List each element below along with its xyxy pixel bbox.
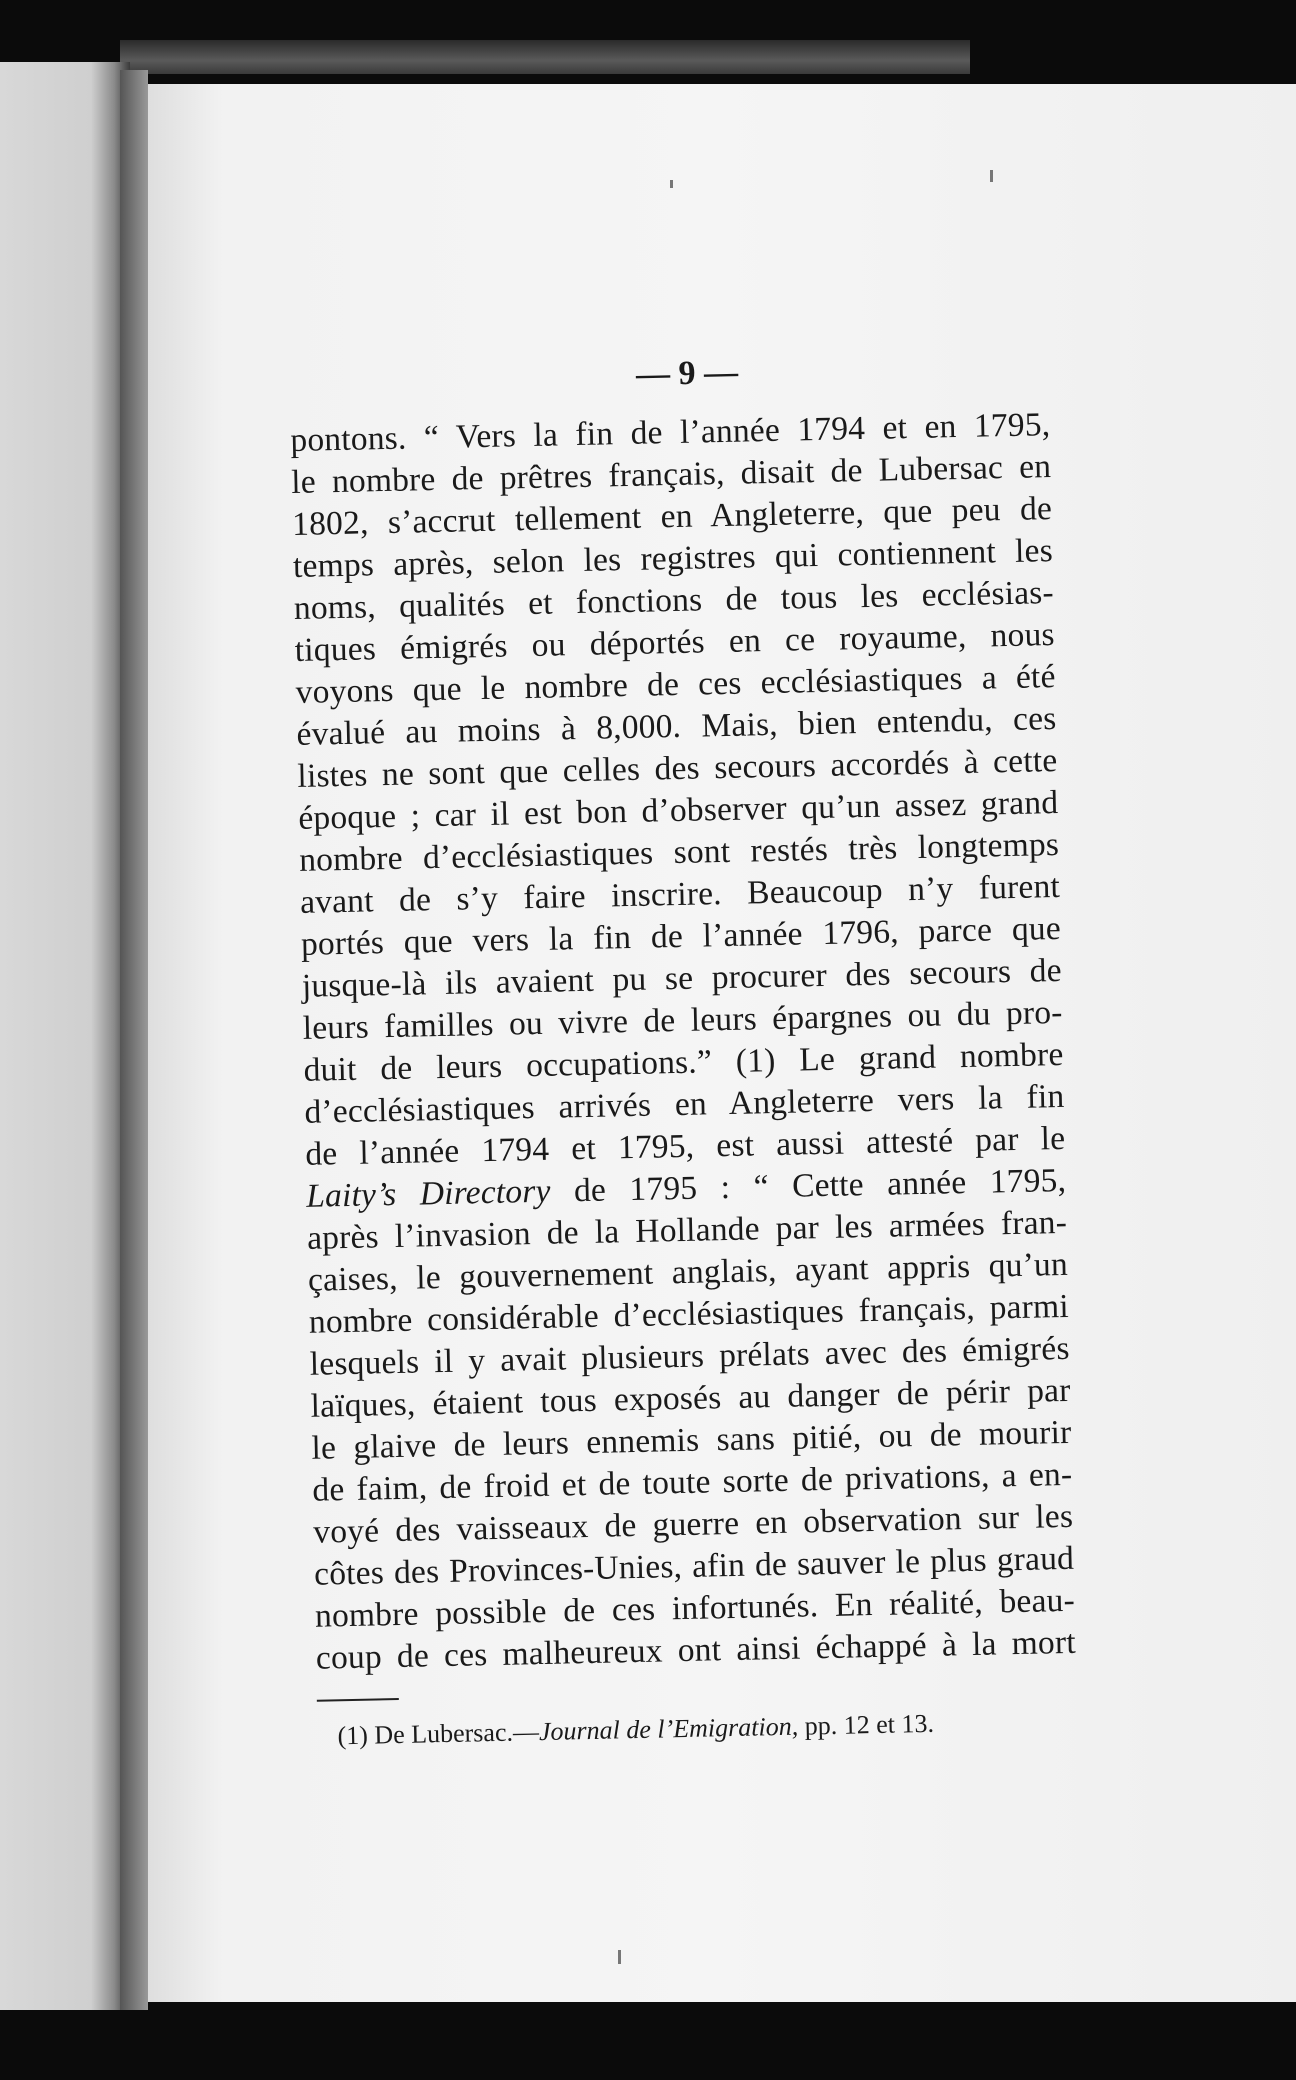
- text-line: de faim, de froid et de toute sorte de privations, a en-: [312, 1455, 1073, 1509]
- italic-line-rest: de 1795 : “ Cette année 1795,: [550, 1161, 1067, 1210]
- text-line: de l’année 1794 et 1795, est aussi attesté par le: [304, 1119, 1066, 1173]
- text-line: après l’invasion de la Hollande par les armées fran-: [306, 1203, 1068, 1257]
- italic-title: Laity’s Directory: [305, 1172, 551, 1215]
- scan-top-edge: [120, 40, 970, 74]
- text-line: avant de s’y faire inscrire. Beaucoup n’y furent: [299, 867, 1061, 921]
- text-line: temps après, selon les registres qui contiennent les: [292, 532, 1054, 585]
- text-line: laïques, étaient tous exposés au danger de périr par: [310, 1371, 1071, 1425]
- body-text: [290, 404, 1078, 1754]
- text-line: évalué au moins à 8,000. Mais, bien entendu, ces: [296, 700, 1057, 753]
- footnote-title: Journal de l’Emigration,: [538, 1711, 799, 1747]
- text-line: voyé des vaisseaux de guerre en observation sur les: [312, 1497, 1074, 1551]
- text-line: le glaive de leurs ennemis sans pitié, ou de mourir: [311, 1413, 1072, 1467]
- text-line: jusque-là ils avaient pu se procurer des secours de: [301, 951, 1063, 1005]
- text-line: çaises, le gouvernement anglais, ayant appris qu’un: [307, 1245, 1069, 1299]
- text-line: portés que vers la fin de l’année 1796, parce que: [300, 909, 1062, 963]
- scan-speck: [990, 170, 993, 182]
- page-number: — 9 —: [635, 353, 739, 394]
- text-line: côtes des Provinces-Unies, afin de sauver le plus graud: [313, 1539, 1075, 1593]
- text-line: pontons. “ Vers la fin de l’année 1794 et en 1795,: [290, 406, 1051, 459]
- text-line: leurs familles ou vivre de leurs épargnes ou du pro-: [302, 993, 1063, 1047]
- footnote-rule: [317, 1698, 399, 1702]
- book-gutter: [120, 70, 148, 2010]
- paragraph-part-2: [307, 1202, 1077, 1680]
- text-line: coup de ces malheureux ont ainsi échappé à la mort: [315, 1623, 1077, 1677]
- text-line: nombre possible de ces infortunés. En réalité, beau-: [314, 1581, 1076, 1635]
- text-line: listes ne sont que celles des secours accordés à cette: [297, 742, 1058, 795]
- text-line: voyons que le nombre de ces ecclésiastiques a été: [295, 658, 1056, 711]
- footnote-marker: (1) De Lubersac.—: [337, 1717, 540, 1751]
- text-line: duit de leurs occupations.” (1) Le grand nombre: [303, 1035, 1064, 1089]
- text-line: noms, qualités et fonctions de tous les ecclésias-: [293, 574, 1055, 627]
- paragraph-part-1: [290, 404, 1066, 1176]
- facing-page-edge: [0, 62, 130, 2010]
- text-line: nombre considérable d’ecclésiastiques français, parmi: [308, 1287, 1070, 1341]
- scan-speck: [618, 1950, 621, 1964]
- text-line: 1802, s’accrut tellement en Angleterre, que peu de: [291, 490, 1053, 543]
- text-line: le nombre de prêtres français, disait de Lubersac en: [290, 448, 1052, 501]
- text-line: lesquels il y avait plusieurs prélats avec des émigrés: [309, 1329, 1071, 1383]
- text-line: tiques émigrés ou déportés en ce royaume, nous: [294, 616, 1056, 669]
- text-line: nombre d’ecclésiastiques sont restés très longtemps: [298, 825, 1060, 879]
- footnote-pages: pp. 12 et 13.: [797, 1708, 935, 1741]
- scan-speck: [670, 180, 673, 188]
- text-line: époque ; car il est bon d’observer qu’un assez grand: [297, 784, 1059, 837]
- text-line: d’ecclésiastiques arrivés en Angleterre vers la fin: [304, 1077, 1065, 1131]
